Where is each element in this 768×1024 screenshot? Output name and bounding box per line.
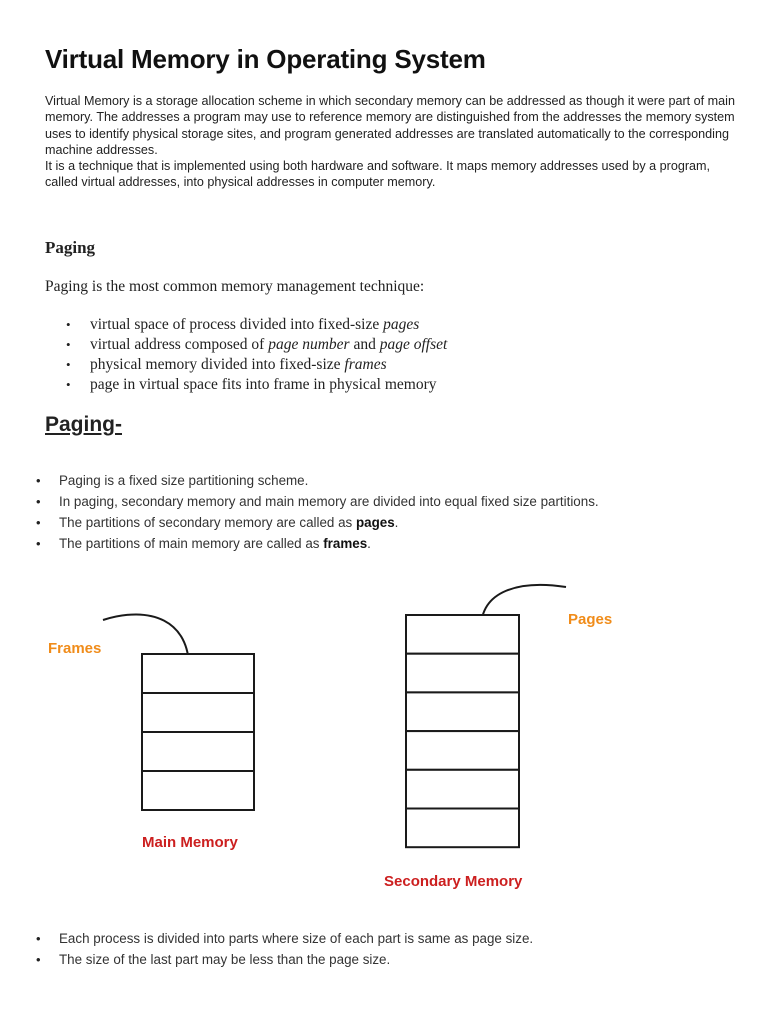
page-title: Virtual Memory in Operating System bbox=[45, 44, 486, 74]
secondary-memory-block bbox=[406, 615, 519, 847]
secondary-memory-partition-6 bbox=[406, 809, 519, 848]
frames-label: Frames bbox=[48, 640, 102, 657]
section-heading-paging: Paging bbox=[45, 238, 96, 257]
list-item: • The partitions of secondary memory are called as pages. bbox=[32, 512, 732, 533]
main-memory-block bbox=[142, 654, 254, 810]
list-item: • page in virtual space fits into frame in physical memory bbox=[45, 375, 725, 395]
list-item: • virtual space of process divided into fixed-size pages bbox=[45, 315, 725, 335]
main-memory-partition-1 bbox=[142, 654, 254, 693]
secondary-memory-partition-5 bbox=[406, 770, 519, 809]
intro-paragraph-1: Virtual Memory is a storage allocation scheme in which secondary memory can be addressed as though it were part of main memory. The addresses a program may use to reference memory are distinguished from the addresses the memory system uses to identify physical storage sites, and program generated addresses are translated automatically to the corresponding machine addresses. bbox=[45, 94, 735, 157]
section-heading-paging-underlined: Paging- bbox=[45, 413, 122, 436]
list-item: • virtual address composed of page number and page offset bbox=[45, 335, 725, 355]
secondary-memory-partition-2 bbox=[406, 654, 519, 693]
main-memory-partition-4 bbox=[142, 771, 254, 810]
list-item: • The partitions of main memory are called as frames. bbox=[32, 533, 732, 554]
secondary-memory-partition-3 bbox=[406, 692, 519, 731]
main-memory-partition-3 bbox=[142, 732, 254, 771]
paging-diagram bbox=[0, 575, 768, 905]
list-item: • The size of the last part may be less than the page size. bbox=[32, 949, 732, 970]
paging-lead: Paging is the most common memory management technique: bbox=[45, 278, 425, 295]
list-item: • In paging, secondary memory and main memory are divided into equal fixed size partitions. bbox=[32, 491, 732, 512]
paging-definition-list bbox=[32, 470, 732, 554]
list-item: • physical memory divided into fixed-size frames bbox=[45, 355, 725, 375]
intro-text bbox=[45, 93, 735, 191]
intro-paragraph-2: It is a technique that is implemented using both hardware and software. It maps memory addresses used by a program, called virtual addresses, into physical addresses in computer memory. bbox=[45, 159, 711, 190]
secondary-memory-label: Secondary Memory bbox=[384, 873, 523, 890]
secondary-memory-partition-1 bbox=[406, 615, 519, 654]
process-division-list bbox=[32, 928, 732, 970]
secondary-memory-partition-4 bbox=[406, 731, 519, 770]
pages-label: Pages bbox=[568, 611, 613, 628]
main-memory-partition-2 bbox=[142, 693, 254, 732]
paging-technique-list bbox=[45, 315, 725, 395]
list-item: • Paging is a fixed size partitioning scheme. bbox=[32, 470, 732, 491]
list-item: • Each process is divided into parts where size of each part is same as page size. bbox=[32, 928, 732, 949]
main-memory-label: Main Memory bbox=[142, 834, 238, 851]
